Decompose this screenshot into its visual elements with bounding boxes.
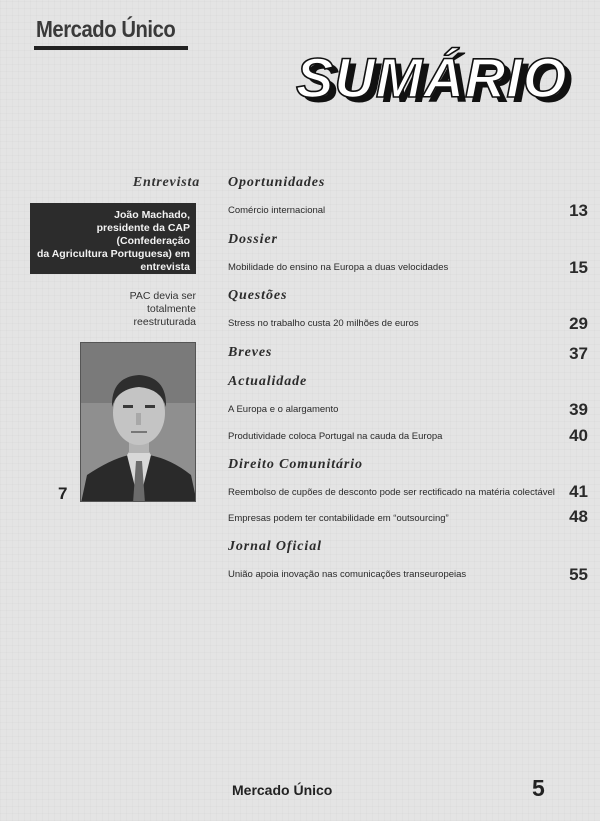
- entrevista-section-label: Entrevista: [132, 175, 200, 190]
- section-actualidade: Actualidade: [228, 374, 308, 389]
- magazine-title: Mercado Único: [36, 16, 176, 42]
- section-questoes: Questões: [228, 288, 288, 303]
- toc-entry[interactable]: Produtividade coloca Portugal na cauda da Europa: [228, 431, 443, 442]
- interview-line: presidente da CAP: [96, 222, 190, 234]
- toc-page-number[interactable]: 29: [569, 314, 588, 333]
- toc-entry[interactable]: Empresas podem ter contabilidade em “outsourcing”: [228, 513, 449, 524]
- interview-line: entrevista: [140, 261, 190, 273]
- toc-entry[interactable]: Comércio internacional: [228, 205, 326, 216]
- interview-line: (Confederação: [116, 235, 190, 247]
- interview-page-number[interactable]: 7: [58, 484, 68, 503]
- section-dossier: Dossier: [228, 232, 278, 247]
- toc-entry[interactable]: Stress no trabalho custa 20 milhões de euros: [228, 318, 419, 329]
- toc-page-number[interactable]: 40: [569, 426, 588, 445]
- pac-line: reestruturada: [133, 316, 196, 328]
- pac-teaser[interactable]: [130, 290, 196, 329]
- pac-line: totalmente: [146, 303, 196, 315]
- interview-line: João Machado,: [114, 209, 190, 221]
- page-heading: SUMÁRIO: [296, 46, 568, 109]
- toc-page-number[interactable]: 37: [569, 344, 588, 363]
- footer-magazine-title: Mercado Único: [232, 782, 333, 798]
- title-underline: [34, 46, 188, 50]
- toc-page-number[interactable]: 55: [569, 565, 588, 584]
- section-direito-comunitario: Direito Comunitário: [228, 457, 363, 472]
- toc-entry[interactable]: Reembolso de cupões de desconto pode ser rectificado na matéria colectável: [228, 487, 555, 498]
- toc-entry[interactable]: Mobilidade do ensino na Europa a duas velocidades: [228, 262, 449, 273]
- section-oportunidades: Oportunidades: [228, 175, 326, 190]
- interview-line: da Agricultura Portuguesa) em: [36, 248, 190, 260]
- toc-page-number[interactable]: 48: [569, 507, 588, 526]
- toc-entry[interactable]: A Europa e o alargamento: [228, 404, 339, 415]
- portrait-photo: [80, 342, 196, 502]
- section-breves[interactable]: Breves: [228, 345, 273, 360]
- pac-line: PAC devia ser: [129, 290, 196, 302]
- toc-page-number[interactable]: 41: [569, 482, 588, 501]
- toc-page-number[interactable]: 13: [569, 201, 588, 220]
- interview-teaser-box[interactable]: [30, 203, 196, 274]
- toc-entry[interactable]: União apoia inovação nas comunicações transeuropeias: [228, 569, 467, 580]
- toc-page-number[interactable]: 39: [569, 400, 588, 419]
- footer-page-number: 5: [532, 775, 545, 801]
- section-jornal-oficial: Jornal Oficial: [228, 539, 322, 554]
- toc-page-number[interactable]: 15: [569, 258, 588, 277]
